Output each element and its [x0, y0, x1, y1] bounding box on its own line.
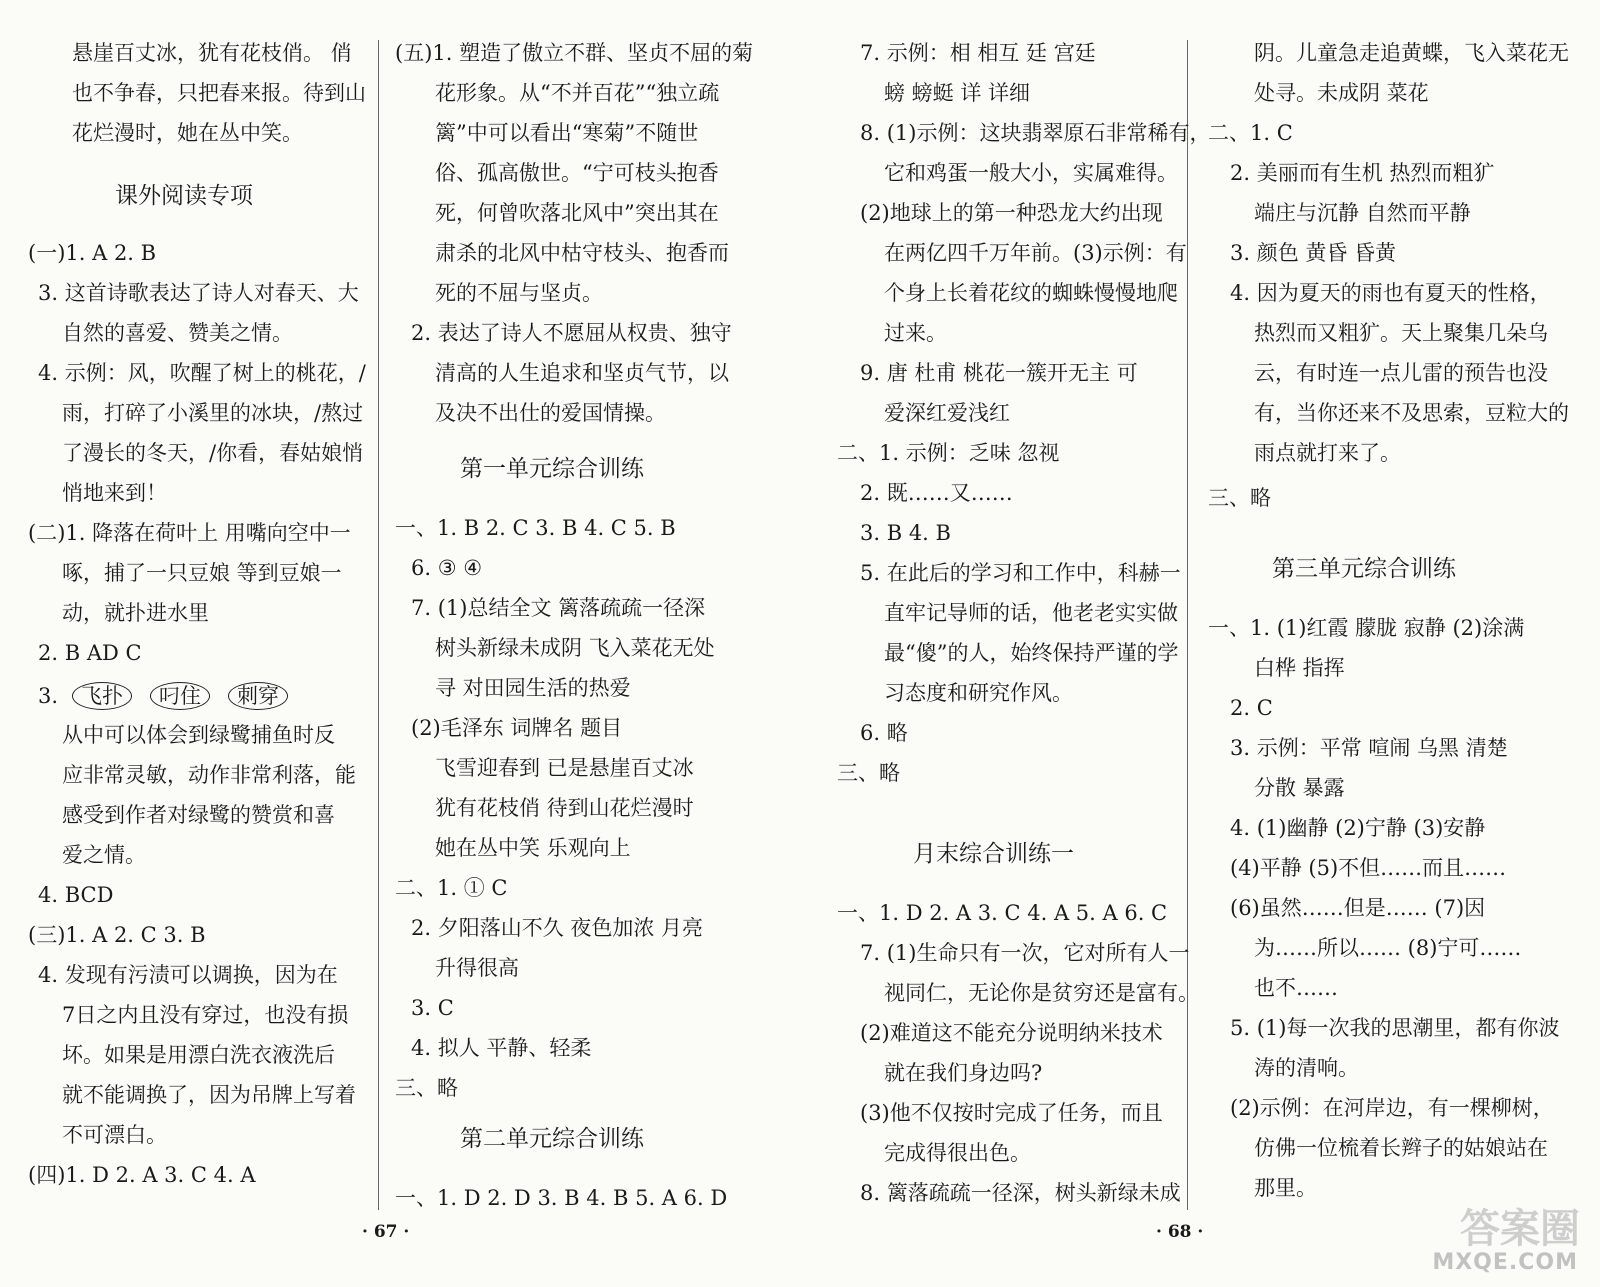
answer-line: 仿佛一位梳着长辫子的姑娘站在	[1254, 1136, 1548, 1160]
answer-line: 2. B AD C	[38, 641, 142, 665]
answer-line: 二、1. ① C	[395, 876, 508, 900]
answer-line: 升得很高	[435, 956, 519, 980]
answer-line: 个身上长着花纹的蜘蛛慢慢地爬	[884, 281, 1178, 305]
answer-line: 俗、孤高傲世。“宁可枝头抱香	[435, 161, 719, 185]
answer-line: 5. 在此后的学习和工作中，科赫一	[860, 561, 1181, 585]
answer-line: 啄，捕了一只豆娘 等到豆娘一	[62, 561, 342, 585]
answer-line: 花烂漫时，她在丛中笑。	[72, 121, 303, 145]
answer-line: 那里。	[1254, 1176, 1317, 1200]
answer-line: 处寻。未成阴 菜花	[1254, 81, 1429, 105]
answer-line: 过来。	[884, 321, 947, 345]
answer-line: 4. 示例：风，吹醒了树上的桃花，/	[38, 361, 366, 385]
answer-line: 它和鸡蛋一般大小，实属难得。	[884, 161, 1178, 185]
answer-line: 3. C	[411, 996, 454, 1020]
answer-line: 一、1. (1)红霞 朦胧 寂静 (2)涂满	[1208, 616, 1525, 640]
answer-line: 一、1. B 2. C 3. B 4. C 5. B	[395, 516, 676, 540]
answer-line: 完成得很出色。	[884, 1141, 1031, 1165]
answer-line: (二)1. 降落在荷叶上 用嘴向空中一	[28, 521, 351, 545]
page-number-left: · 67 ·	[362, 1222, 410, 1242]
answer-line: 云，有时连一点儿雷的预告也没	[1254, 361, 1548, 385]
answer-line: 坏。如果是用漂白洗衣液洗后	[62, 1043, 335, 1067]
answer-line: 为……所以…… (8)宁可……	[1254, 936, 1522, 960]
answer-line: 5. (1)每一次我的思潮里，都有你波	[1230, 1016, 1560, 1040]
answer-line: 一、1. D 2. A 3. C 4. A 5. A 6. C	[837, 901, 1168, 925]
answer-line: 清高的人生追求和坚贞气节，以	[435, 361, 729, 385]
answer-line: 8. 篱落疏疏一径深，树头新绿未成	[860, 1181, 1181, 1205]
answer-line: (2)毛泽东 词牌名 题目	[411, 716, 623, 740]
answer-line: 2. 夕阳落山不久 夜色加浓 月亮	[411, 916, 704, 940]
answer-line: 习态度和研究作风。	[884, 681, 1073, 705]
answer-line: 不可漂白。	[62, 1123, 167, 1147]
answer-line: 7. (1)生命只有一次，它对所有人一	[860, 941, 1190, 965]
answer-line: 也不……	[1254, 976, 1338, 1000]
answer-line: 二、1. 示例：乏味 忽视	[837, 441, 1060, 465]
answer-line: 三、略	[837, 761, 900, 785]
watermark-text: 答案圈	[1460, 1206, 1580, 1252]
answer-line: (一)1. A 2. B	[28, 241, 157, 265]
answer-line: 犹有花枝俏 待到山花烂漫时	[435, 796, 694, 820]
answer-line: 3. 这首诗歌表达了诗人对春天、大	[38, 281, 359, 305]
answer-line: 7. (1)总结全文 篱落疏疏一径深	[411, 596, 706, 620]
answer-line: 花形象。从“不并百花”“独立疏	[435, 81, 720, 105]
answer-line: 视同仁，无论你是贫穷还是富有。	[884, 981, 1199, 1005]
answer-line: 螃 螃蜓 详 详细	[884, 81, 1031, 105]
answer-line: 死的不屈与坚贞。	[435, 281, 603, 305]
answer-line: 自然的喜爱、赞美之情。	[62, 321, 293, 345]
section-heading: 月末综合训练一	[913, 841, 1074, 867]
answer-line: 有，当你还来不及思索，豆粒大的	[1254, 401, 1569, 425]
answer-line: (2)地球上的第一种恐龙大约出现	[860, 201, 1163, 225]
answer-line: 2. C	[1230, 696, 1273, 720]
answer-line: 三、略	[1208, 486, 1271, 510]
answer-line: 三、略	[395, 1076, 458, 1100]
answer-line: 直牢记导师的话，他老老实实做	[884, 601, 1178, 625]
answer-line: 也不争春，只把春来报。待到山	[72, 81, 366, 105]
answer-line: 6. ③ ④	[411, 556, 483, 580]
answer-line: 雨，打碎了小溪里的冰块，/熬过	[62, 401, 364, 425]
answer-line: 端庄与沉静 自然而平静	[1254, 201, 1471, 225]
answer-line: 2. 美丽而有生机 热烈而粗犷	[1230, 161, 1495, 185]
answer-line: 8. (1)示例：这块翡翠原石非常稀有，	[860, 121, 1211, 145]
answer-line: 6. 略	[860, 721, 908, 745]
section-heading: 第一单元综合训练	[460, 456, 644, 482]
answer-line: 悬崖百丈冰，犹有花枝俏。 俏	[72, 41, 352, 65]
answer-line: 最“傻”的人，始终保持严谨的学	[884, 641, 1179, 665]
answer-line: (6)虽然……但是…… (7)因	[1230, 896, 1486, 920]
answer-line: 2. 表达了诗人不愿屈从权贵、独守	[411, 321, 732, 345]
answer-line: 就在我们身边吗?	[884, 1061, 1043, 1085]
answer-line: 3. B 4. B	[860, 521, 951, 545]
answer-line: 4. BCD	[38, 883, 114, 907]
answer-line: (四)1. D 2. A 3. C 4. A	[28, 1163, 256, 1187]
column-divider	[1187, 40, 1188, 1210]
watermark-url: MXQE.COM	[1432, 1250, 1578, 1275]
answer-line: 爱深红爱浅红	[884, 401, 1010, 425]
column-divider	[378, 40, 379, 1210]
answer-line: 从中可以体会到绿鹭捕鱼时反	[62, 723, 335, 747]
answer-line: (三)1. A 2. C 3. B	[28, 923, 206, 947]
answer-line: 白桦 指挥	[1254, 656, 1345, 680]
answer-line: 雨点就打来了。	[1254, 441, 1401, 465]
answer-line: 2. 既……又……	[860, 481, 1013, 505]
answer-line: 寻 对田园生活的热爱	[435, 676, 631, 700]
answer-line: 及决不出仕的爱国情操。	[435, 401, 666, 425]
answer-line: 7日之内且没有穿过，也没有损	[62, 1003, 349, 1027]
answer-line: 3. 示例：平常 喧闹 乌黑 清楚	[1230, 736, 1508, 760]
watermark-logo	[1430, 1197, 1580, 1275]
answer-line: 分散 暴露	[1254, 776, 1345, 800]
answer-line: 她在丛中笑 乐观向上	[435, 836, 631, 860]
answer-line: 4. (1)幽静 (2)宁静 (3)安静	[1230, 816, 1486, 840]
answer-line: (2)难道这不能充分说明纳米技术	[860, 1021, 1163, 1045]
answer-line: 篱”中可以看出“寒菊”不随世	[435, 121, 699, 145]
page-number-right: · 68 ·	[1156, 1222, 1204, 1242]
answer-line: (2)示例：在河岸边，有一棵柳树，	[1230, 1096, 1554, 1120]
answer-line: 动，就扑进水里	[62, 601, 209, 625]
answer-line: 在两亿四千万年前。(3)示例：有	[884, 241, 1187, 265]
answer-line: 悄地来到！	[62, 481, 167, 505]
answer-line: 9. 唐 杜甫 桃花一簇开无主 可	[860, 361, 1138, 385]
answer-line: 阴。儿童急走追黄蝶，飞入菜花无	[1254, 41, 1569, 65]
answer-line: 3. 飞扑 叼住 刺穿	[38, 682, 306, 710]
answer-line: 4. 拟人 平静、轻柔	[411, 1036, 592, 1060]
circled-word: 刺穿	[228, 682, 288, 710]
answer-line: 热烈而又粗犷。天上聚集几朵乌	[1254, 321, 1548, 345]
answer-line: 飞雪迎春到 已是悬崖百丈冰	[435, 756, 694, 780]
answer-line: (五)1. 塑造了傲立不群、坚贞不屈的菊	[395, 41, 754, 65]
answer-line: 4. 发现有污渍可以调换，因为在	[38, 963, 338, 987]
answer-line: 死，何曾吹落北风中”突出其在	[435, 201, 719, 225]
answer-line: 一、1. D 2. D 3. B 4. B 5. A 6. D	[395, 1186, 728, 1210]
answer-line: 应非常灵敏，动作非常利落，能	[62, 763, 356, 787]
answer-line: 树头新绿未成阴 飞入菜花无处	[435, 636, 715, 660]
circled-word: 叼住	[150, 682, 210, 710]
answer-line: 感受到作者对绿鹭的赞赏和喜	[62, 803, 335, 827]
section-heading: 课外阅读专项	[115, 183, 253, 209]
answer-line: 爱之情。	[62, 843, 146, 867]
answer-line: 3. 颜色 黄昏 昏黄	[1230, 241, 1397, 265]
answer-line: 了漫长的冬天，/你看，春姑娘悄	[62, 441, 364, 465]
answer-line: (4)平静 (5)不但……而且……	[1230, 856, 1507, 880]
answer-line: (3)他不仅按时完成了任务，而且	[860, 1101, 1163, 1125]
answer-line: 二、1. C	[1208, 121, 1293, 145]
circled-word: 飞扑	[72, 682, 132, 710]
answer-line: 就不能调换了，因为吊牌上写着	[62, 1083, 356, 1107]
answer-line: 肃杀的北风中枯守枝头、抱香而	[435, 241, 729, 265]
answer-line: 涛的清响。	[1254, 1056, 1359, 1080]
section-heading: 第二单元综合训练	[460, 1126, 644, 1152]
answer-line: 7. 示例：相 相互 廷 宫廷	[860, 41, 1096, 65]
section-heading: 第三单元综合训练	[1272, 556, 1456, 582]
answer-line: 4. 因为夏天的雨也有夏天的性格，	[1230, 281, 1551, 305]
